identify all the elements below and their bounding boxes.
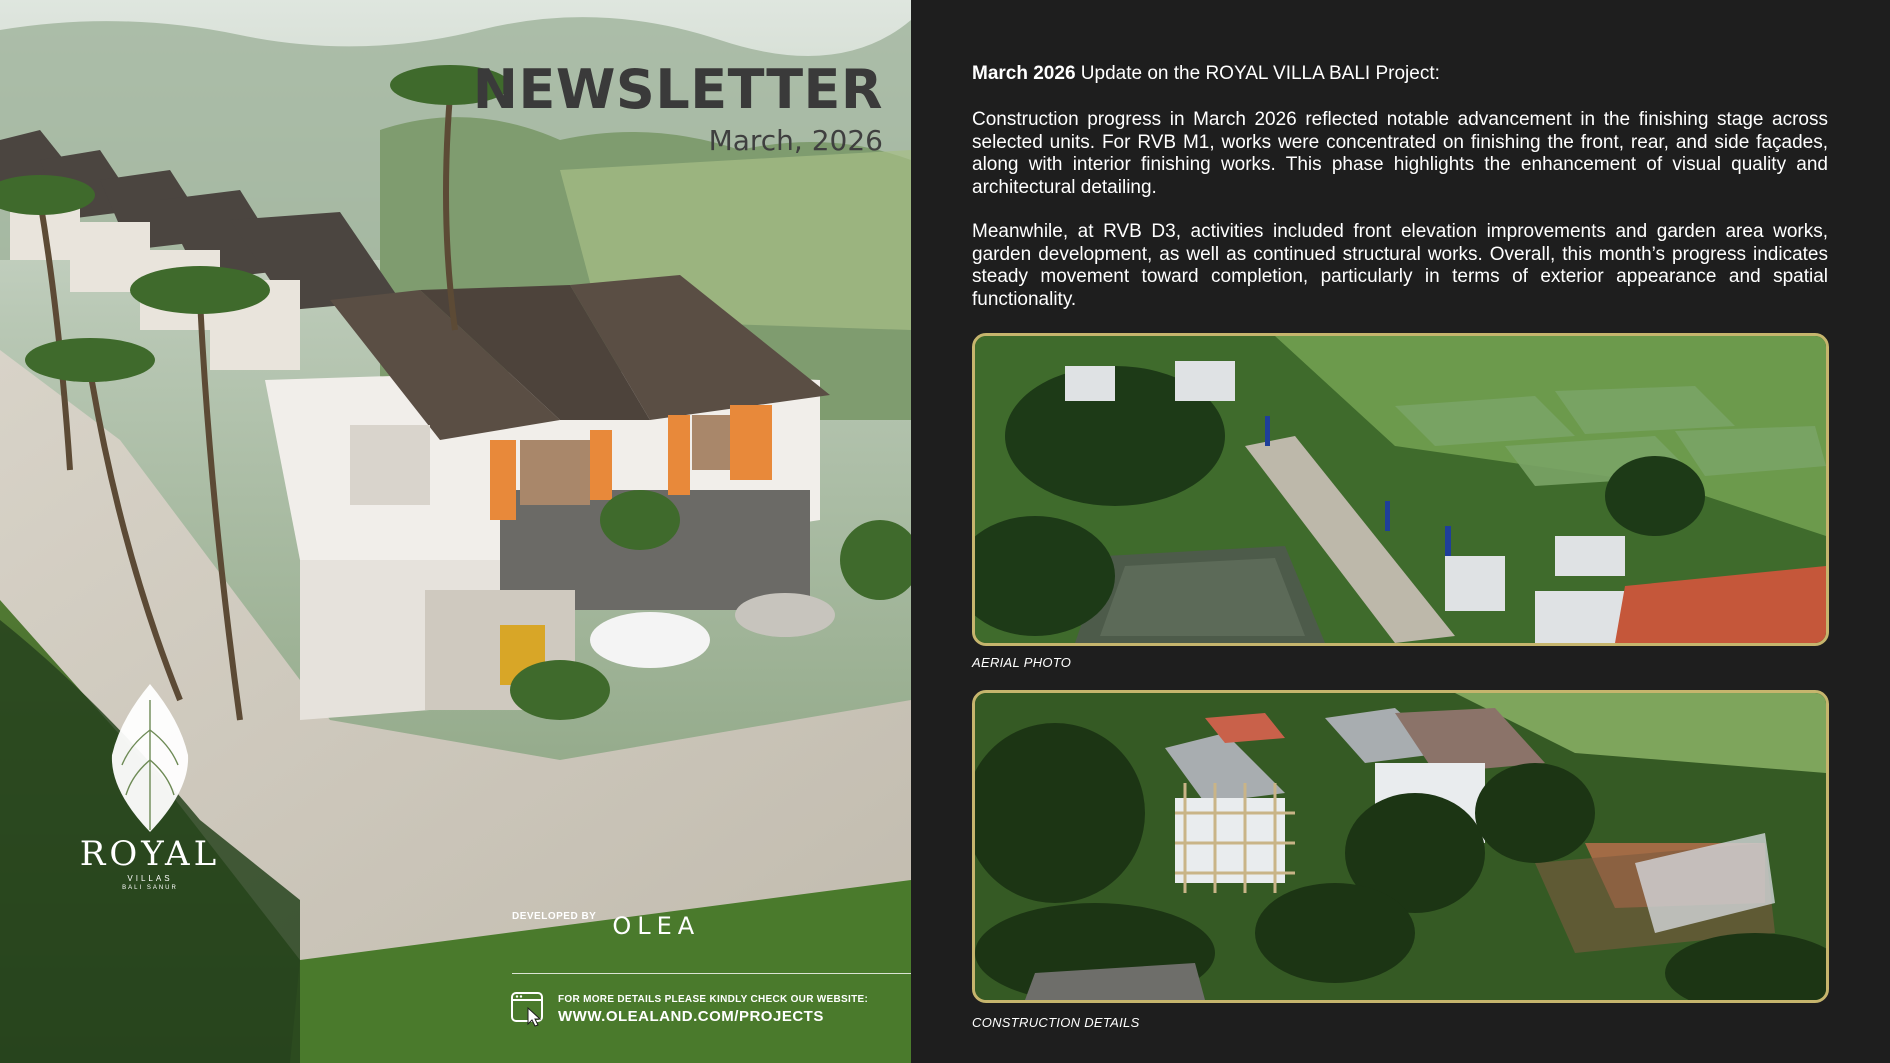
update-heading-text: Update on the ROYAL VILLA BALI Project: — [1075, 63, 1440, 84]
divider — [512, 973, 911, 974]
website-link[interactable]: WWW.OLEALAND.COM/PROJECTS — [558, 1007, 824, 1025]
newsletter-title: NEWSLETTER — [472, 58, 883, 121]
newsletter-cover — [0, 0, 911, 1063]
update-paragraph-2: Meanwhile, at RVB D3, activities included front elevation improvements and garden area works, garden development, as well as continued structural works. Overall, this month’s progress indicates steady movement toward completion, particularly in terms of exterior appearance and spatial functionality. — [972, 221, 1828, 310]
website-block[interactable] — [510, 990, 868, 1028]
update-heading — [972, 62, 1828, 85]
brand-name: ROYAL — [79, 834, 221, 874]
brand-subtitle: VILLAS — [127, 874, 173, 883]
brand-location: BALI SANUR — [122, 885, 178, 891]
newsletter-date: March, 2026 — [708, 124, 883, 157]
developer-credit — [512, 902, 701, 940]
update-heading-month: March 2026 — [972, 63, 1076, 84]
aerial-photo-caption: AERIAL PHOTO — [972, 655, 1072, 670]
royal-villas-brand — [40, 830, 260, 891]
update-paragraph-1: Construction progress in March 2026 reflected notable advancement in the finishing stage across selected units. For RVB M1, works were concentrated on finishing the front, rear, and side façades, along with interior finishing works. This phase highlights the enhancement of visual quality and architectural detailing. — [972, 109, 1828, 198]
website-note: FOR MORE DETAILS PLEASE KINDLY CHECK OUR WEBSITE: — [558, 993, 869, 1005]
villa-rendering-image — [0, 0, 911, 1063]
construction-photo — [972, 690, 1829, 1003]
construction-photo-caption: CONSTRUCTION DETAILS — [972, 1015, 1140, 1030]
developed-by-label: DEVELOPED BY — [512, 910, 597, 922]
olea-logo: OLEA — [612, 912, 701, 940]
update-panel — [911, 0, 1890, 1063]
aerial-photo — [972, 333, 1829, 646]
web-cursor-icon — [510, 990, 546, 1028]
